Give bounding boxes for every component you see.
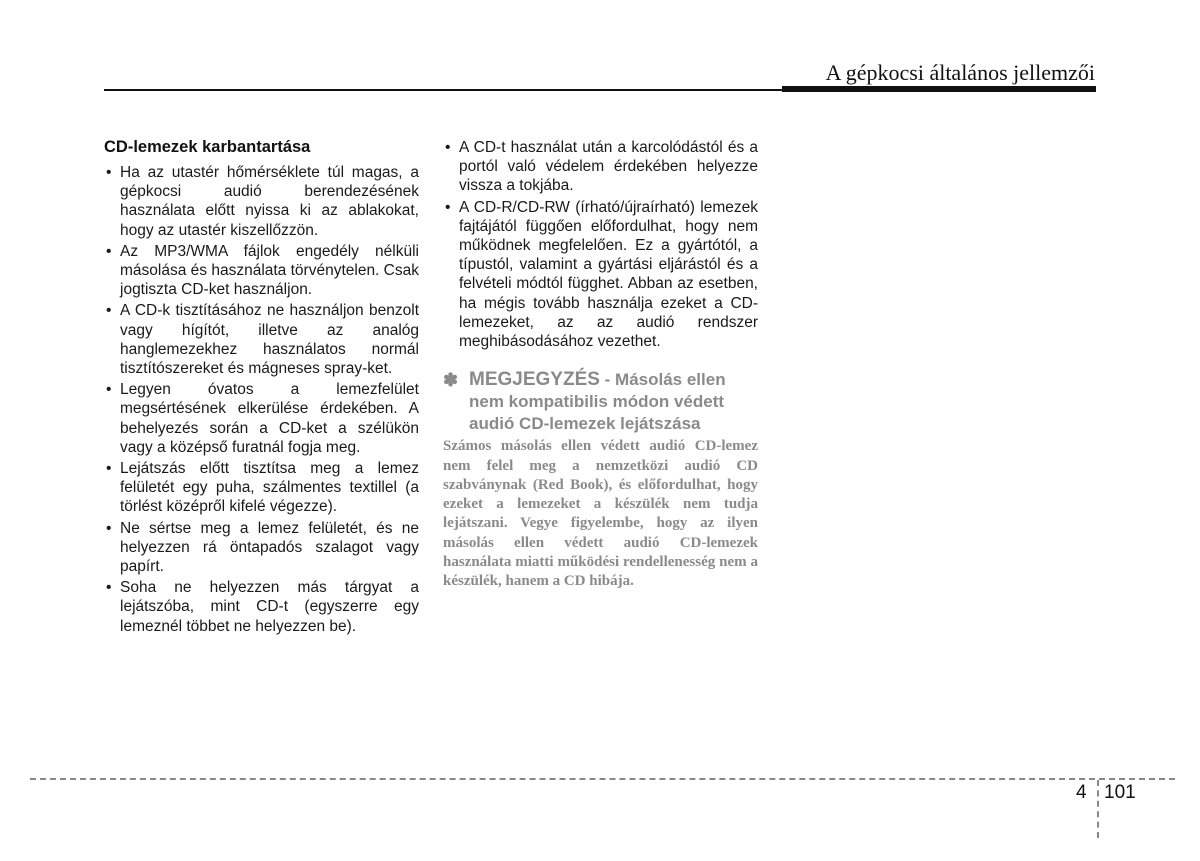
note-heading — [443, 369, 758, 435]
footer-vertical-divider — [1097, 780, 1099, 838]
list-item: • A CD-t használat után a karcolódástól és a portól való védelem érdekében helyezze vissza a tokjába. — [443, 138, 758, 196]
header-rule — [104, 89, 1096, 91]
footer-dashed-rule — [30, 778, 1175, 780]
chapter-number: 4 — [1076, 782, 1087, 803]
list-item: • Ha az utastér hőmérséklete túl magas, a gépkocsi audió berendezésének használata előtt nyissa ki az ablakokat, hogy az utastér kiszellőzzön. — [104, 163, 419, 240]
header-title: A gépkocsi általános jellemzői — [825, 60, 1095, 85]
left-column — [104, 138, 419, 638]
list-item: • A CD-k tisztításához ne használjon benzolt vagy hígítót, illetve az analóg hanglemezekhez használatos normál tisztítószereket és mágneses spray-ket. — [104, 301, 419, 378]
note-body: Számos másolás ellen védett audió CD-lemez nem felel meg a nemzetközi audió CD szabványnak (Red Book), és előfordulhat, hogy ezeket a lemezeket a készülék nem tudja lejátszani. Vegye figyelembe, hogy az ilyen másolás ellen védett audió CD-lemezek használata miatti működési rendellenesség nem a készülék, hanem a CD hibája. — [443, 438, 758, 590]
list-item: • Az MP3/WMA fájlok engedély nélküli másolása és használata törvénytelen. Csak jogtiszta CD-ket használjon. — [104, 242, 419, 300]
note-label: MEGJEGYZÉS — [469, 369, 600, 391]
middle-column — [443, 138, 758, 592]
list-item: • Legyen óvatos a lemezfelület megsértésének elkerülése érdekében. A behelyezés során a CD-ket a szélükön vagy a középső furatnál fogja meg. — [104, 380, 419, 457]
note-subtitle: - Másolás ellen nem kompatibilis módon védett audió CD-lemezek lejátszása — [469, 370, 726, 434]
list-item: • Ne sértse meg a lemez felületét, és ne helyezzen rá öntapadós szalagot vagy papírt. — [104, 519, 419, 577]
left-bullet-list — [104, 163, 419, 636]
section-title: CD-lemezek karbantartása — [104, 138, 311, 156]
list-item: • A CD-R/CD-RW (írható/újraírható) lemezek fajtájától függően előfordulhat, hogy nem működnek megfelelően. Ez a gyártótól, a típustól, valamint a gyártási eljárástól és a felvételi módtól függhet. Abban az esetben, ha mégis tovább használja ezeket a CD-lemezeket, az az audió rendszer meghibásodásához vezethet. — [443, 198, 758, 352]
list-item: • Lejátszás előtt tisztítsa meg a lemez felületét egy puha, szálmentes textillel (a törlést középről kifelé végezze). — [104, 459, 419, 517]
list-item: • Soha ne helyezzen más tárgyat a lejátszóba, mint CD-t (egyszerre egy lemeznél többet ne helyezzen be). — [104, 578, 419, 636]
page-number: 101 — [1104, 782, 1136, 803]
middle-bullet-list — [443, 138, 758, 351]
note-star-icon: ✽ — [443, 370, 459, 391]
note-box — [443, 369, 758, 591]
